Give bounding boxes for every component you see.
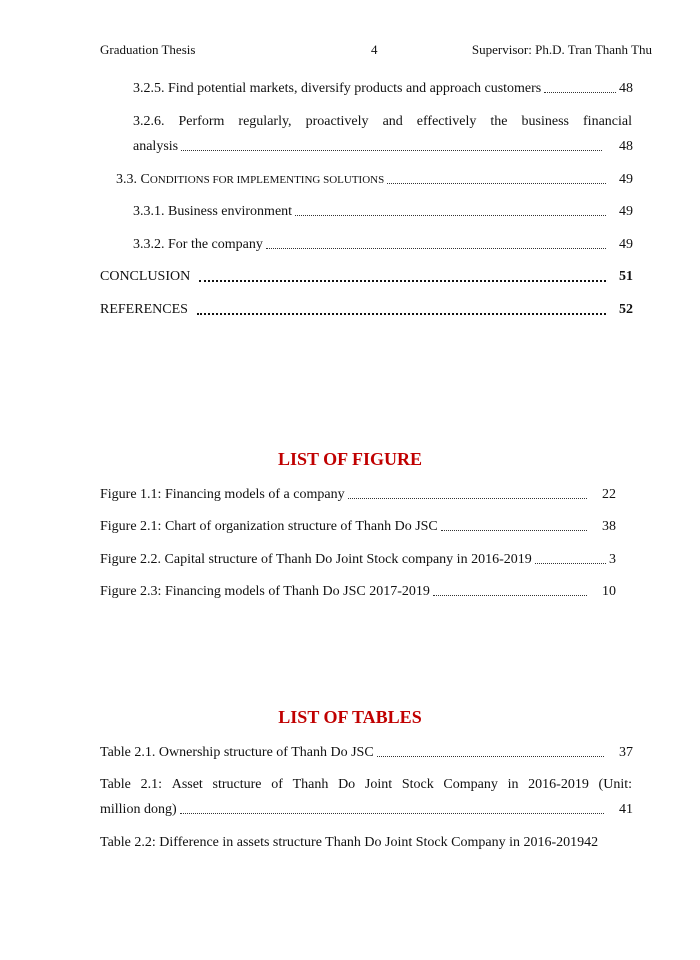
list-of-tables-heading: LIST OF TABLES bbox=[278, 707, 422, 727]
word: structure bbox=[212, 777, 262, 792]
figure-entry[interactable] bbox=[100, 552, 616, 568]
figure-page: 10 bbox=[602, 584, 616, 599]
table-text: Table 2.1. Ownership structure of Thanh Do JSC bbox=[100, 745, 374, 760]
toc-page: 52 bbox=[619, 302, 633, 317]
table-text: million dong) bbox=[100, 802, 177, 817]
figure-page: 38 bbox=[602, 519, 616, 534]
word: proactively bbox=[305, 114, 369, 129]
word: regularly, bbox=[238, 114, 292, 129]
word: the bbox=[490, 114, 508, 129]
word: Joint bbox=[364, 777, 393, 792]
toc-item-3-2-6-line2[interactable] bbox=[133, 139, 633, 155]
leader-dots bbox=[295, 204, 606, 216]
word: business bbox=[521, 114, 569, 129]
toc-page: 49 bbox=[619, 204, 633, 219]
word: Stock bbox=[401, 777, 434, 792]
toc-text: 3.3.1. Business environment bbox=[133, 204, 293, 219]
figure-entry[interactable] bbox=[100, 584, 616, 600]
toc-text: analysis bbox=[133, 139, 179, 154]
leader-dots bbox=[180, 802, 604, 814]
leader-dots bbox=[348, 487, 587, 499]
table-page: 37 bbox=[619, 745, 633, 760]
toc-page: 49 bbox=[619, 172, 633, 187]
figure-text: Figure 2.1: Chart of organization structure of Thanh Do JSC bbox=[100, 519, 438, 534]
figure-entry[interactable] bbox=[100, 519, 616, 535]
word: 2016-2019 bbox=[528, 777, 589, 792]
toc-references[interactable] bbox=[100, 302, 633, 319]
figure-page: 22 bbox=[602, 487, 616, 502]
table-text: Table 2.2: Difference in assets structure Thanh Do Joint Stock Company in 2016-2019 bbox=[100, 835, 585, 850]
figure-text: Figure 2.3: Financing models of Thanh Do JSC 2017-2019 bbox=[100, 584, 430, 599]
toc-item-3-2-6-line1[interactable] bbox=[133, 114, 632, 130]
word: in bbox=[507, 777, 519, 792]
toc-page: 48 bbox=[619, 139, 633, 154]
word: 3.2.6. bbox=[133, 114, 165, 129]
header-right: Supervisor: Ph.D. Tran Thanh Thu bbox=[471, 42, 652, 57]
table-page: 42 bbox=[584, 835, 599, 850]
leader-dots bbox=[387, 172, 606, 184]
toc-text: CONCLUSION bbox=[100, 269, 191, 284]
list-of-figures-heading: LIST OF FIGURE bbox=[277, 449, 423, 469]
figure-page: 3 bbox=[609, 552, 616, 567]
toc-item-3-3[interactable] bbox=[116, 172, 633, 188]
figure-text: Figure 2.2. Capital structure of Thanh Do Joint Stock company in 2016-2019 bbox=[100, 552, 532, 567]
word: Asset bbox=[171, 777, 203, 792]
toc-text: 3.3.2. For the company bbox=[133, 237, 263, 252]
table-page: 41 bbox=[619, 802, 633, 817]
word: and bbox=[382, 114, 403, 129]
leader-dots bbox=[377, 745, 604, 757]
leader-dots bbox=[266, 237, 606, 249]
leader-dots bbox=[433, 584, 587, 596]
table-entry[interactable] bbox=[100, 835, 598, 851]
table-entry-line2[interactable] bbox=[100, 802, 633, 818]
word: Company bbox=[443, 777, 498, 792]
table-entry[interactable] bbox=[100, 745, 633, 761]
toc-item-3-2-5[interactable] bbox=[133, 81, 633, 97]
leader-dots bbox=[181, 139, 602, 151]
table-entry-line1[interactable] bbox=[100, 777, 632, 793]
toc-text: 3.2.5. Find potential markets, diversify products and approach customers bbox=[133, 81, 542, 96]
toc-page: 48 bbox=[619, 81, 633, 96]
word: effectively bbox=[416, 114, 477, 129]
leader-dots bbox=[544, 81, 616, 93]
toc-item-3-3-1[interactable] bbox=[133, 204, 633, 220]
toc-text: 3.3. CONDITIONS FOR IMPLEMENTING SOLUTIONS bbox=[116, 172, 385, 187]
word: Do bbox=[338, 777, 356, 792]
word: 2.1: bbox=[140, 777, 162, 792]
word: of bbox=[271, 777, 283, 792]
word: Perform bbox=[178, 114, 225, 129]
word: Table bbox=[100, 777, 131, 792]
toc-text: REFERENCES bbox=[100, 302, 188, 317]
leader-dots bbox=[535, 552, 606, 564]
page-number: 4 bbox=[371, 42, 378, 57]
leader-dots bbox=[441, 519, 587, 531]
word: Thanh bbox=[292, 777, 329, 792]
leader-dots bbox=[197, 302, 606, 315]
toc-item-3-3-2[interactable] bbox=[133, 237, 633, 253]
word: (Unit: bbox=[598, 777, 632, 792]
toc-conclusion[interactable] bbox=[100, 269, 633, 286]
word: financial bbox=[583, 114, 632, 129]
figure-entry[interactable] bbox=[100, 487, 616, 503]
figure-text: Figure 1.1: Financing models of a company bbox=[100, 487, 345, 502]
header-left: Graduation Thesis bbox=[100, 42, 196, 57]
leader-dots bbox=[199, 269, 606, 282]
toc-page: 51 bbox=[619, 269, 633, 284]
toc-page: 49 bbox=[619, 237, 633, 252]
